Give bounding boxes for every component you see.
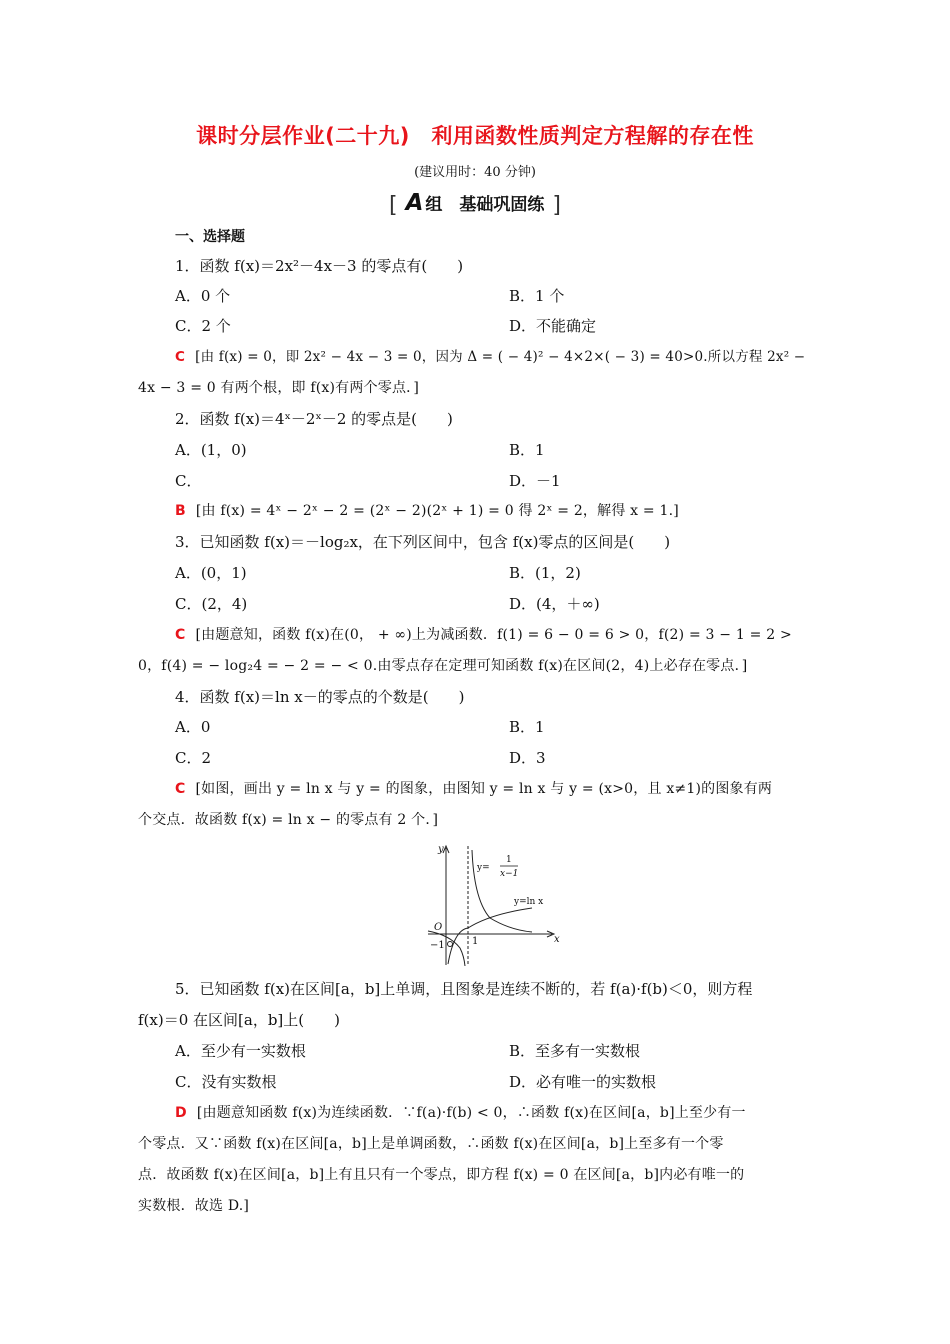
question-4-stem: 4．函数 f(x)＝ln x－的零点的个数是( ) <box>175 688 465 706</box>
right-bracket-icon: ] <box>552 193 561 218</box>
section-heading: 一、选择题 <box>175 229 245 245</box>
q2-option-d: D．－1 <box>509 472 561 490</box>
left-bracket-icon: [ <box>389 193 398 218</box>
q1-option-b: B．1 个 <box>509 287 565 305</box>
q3-solution-line-2: 0，f(4) = − log₂4 = − 2 = − < 0.由零点存在定理可知函数 f(x)在区间(2，4)上必存在零点．] <box>138 658 748 674</box>
q3-answer: C <box>175 627 186 643</box>
q5-option-c: C．没有实数根 <box>175 1073 277 1091</box>
function-graph-figure <box>420 840 570 970</box>
q4-answer: C <box>175 781 186 797</box>
question-5-stem-line-1: 5．已知函数 f(x)在区间[a，b]上单调，且图象是连续不断的，若 f(a)·f(b)＜0，则方程 <box>175 980 753 998</box>
question-1-stem: 1．函数 f(x)＝2x²－4x－3 的零点有( ) <box>175 257 464 275</box>
q4-option-c: C．2 <box>175 749 212 767</box>
q4-option-d: D．3 <box>509 749 546 767</box>
page-title: 课时分层作业(二十九) 利用函数性质判定方程解的存在性 <box>196 124 754 148</box>
q2-option-c: C． <box>175 472 202 490</box>
q5-solution-line-2: 个零点．又∵函数 f(x)在区间[a，b]上是单调函数，∴函数 f(x)在区间[a，b]上至多有一个零 <box>138 1136 724 1152</box>
neg-one-label: −1 <box>430 940 445 951</box>
q3-option-b: B．(1，2) <box>509 564 581 582</box>
curve1-label-numerator: 1 <box>506 855 512 865</box>
curve2-label: y=ln x <box>514 897 544 907</box>
y-axis-label: y <box>438 844 444 855</box>
curve1-label-lhs: y= <box>477 863 490 873</box>
q2-option-b: B．1 <box>509 441 545 459</box>
x-axis-label: x <box>554 934 560 945</box>
q5-option-b: B．至多有一实数根 <box>509 1042 641 1060</box>
q5-solution-line-4: 实数根．故选 D.] <box>138 1198 250 1214</box>
q5-solution-line-3: 点．故函数 f(x)在区间[a，b]上有且只有一个零点，即方程 f(x) = 0 在区间[a，b]内必有唯一的 <box>138 1167 745 1183</box>
q2-solution-line-1: B [由 f(x) = 4ˣ − 2ˣ − 2 = (2ˣ − 2)(2ˣ + 1) = 0 得 2ˣ = 2，解得 x = 1.] <box>175 503 679 519</box>
curve1-label-denominator: x−1 <box>500 869 519 879</box>
q3-option-c: C．(2，4) <box>175 595 248 613</box>
q5-solution-line-1: D [由题意知函数 f(x)为连续函数．∵f(a)·f(b) < 0，∴函数 f(x)在区间[a，b]上至少有一 <box>175 1105 746 1121</box>
q1-solution-line-1: C [由 f(x) = 0，即 2x² − 4x − 3 = 0，因为 Δ = ( − 4)² − 4×2×( − 3) = 40>0.所以方程 2x² − <box>175 349 806 365</box>
question-5-stem-line-2: f(x)＝0 在区间[a，b]上( ) <box>138 1011 340 1029</box>
time-suggestion: (建议用时：40 分钟) <box>414 165 536 180</box>
question-2-stem: 2．函数 f(x)＝4ˣ－2ˣ－2 的零点是( ) <box>175 410 453 428</box>
q4-option-a: A．0 <box>175 718 211 736</box>
origin-label: O <box>434 922 443 933</box>
q4-solution-line-1: C [如图，画出 y = ln x 与 y = 的图象，由图知 y = ln x 与 y = (x>0，且 x≠1)的图象有两 <box>175 781 773 797</box>
one-label: 1 <box>472 936 479 947</box>
intersection-point-icon <box>448 942 453 947</box>
group-heading <box>0 190 950 218</box>
question-3-stem: 3．已知函数 f(x)＝－log₂x，在下列区间中，包含 f(x)零点的区间是( ) <box>175 533 671 551</box>
group-letter: A <box>405 190 424 216</box>
q5-option-a: A．至少有一实数根 <box>175 1042 306 1060</box>
q1-option-c: C．2 个 <box>175 317 231 335</box>
q3-solution-line-1: C [由题意知，函数 f(x)在(0， + ∞)上为减函数．f(1) = 6 − 0 = 6 > 0，f(2) = 3 − 1 = 2 > <box>175 627 792 643</box>
q1-answer: C <box>175 349 186 365</box>
q5-answer: D <box>175 1105 187 1121</box>
q3-option-a: A．(0，1) <box>175 564 247 582</box>
group-label: 组 基础巩固练 <box>425 195 545 215</box>
q5-option-d: D．必有唯一的实数根 <box>509 1073 657 1091</box>
q1-option-d: D．不能确定 <box>509 317 597 335</box>
q4-option-b: B．1 <box>509 718 545 736</box>
q4-solution-line-2: 个交点．故函数 f(x) = ln x − 的零点有 2 个．] <box>138 812 439 828</box>
q1-option-a: A．0 个 <box>175 287 231 305</box>
q2-answer: B <box>175 503 186 519</box>
q3-option-d: D．(4，＋∞) <box>509 595 600 613</box>
q1-solution-line-2: 4x − 3 = 0 有两个根，即 f(x)有两个零点．] <box>138 380 420 396</box>
ln-curve <box>448 908 532 964</box>
q2-option-a: A．(1，0) <box>175 441 247 459</box>
